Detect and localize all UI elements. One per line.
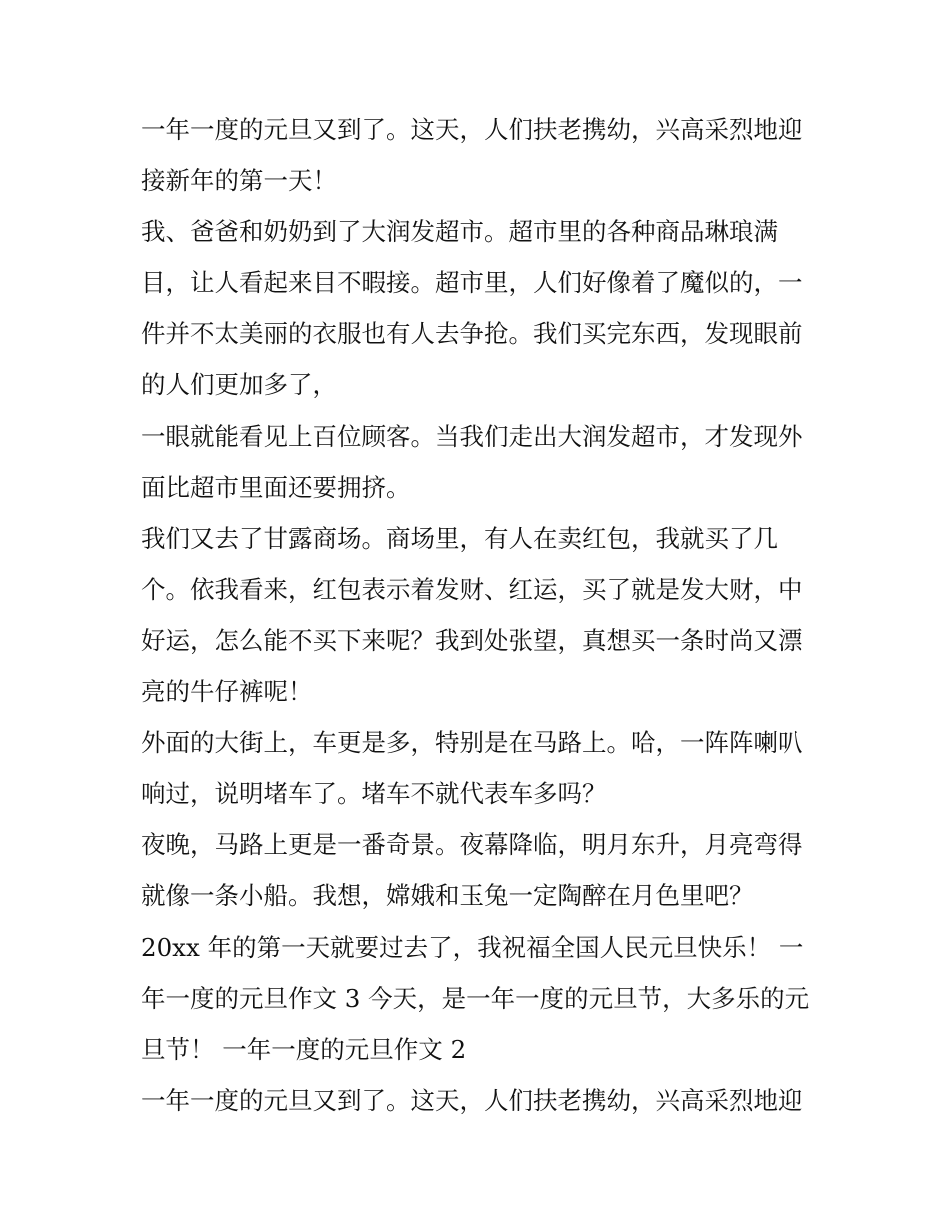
text-line-14: 响过，说明堵车了。堵车不就代表车多吗？ [141, 779, 607, 809]
text-line-9: 我们又去了甘露商场。商场里，有人在卖红包，我就买了几 [141, 523, 778, 553]
text-line-18: 年一度的元旦作文 3 今天，是一年一度的元旦节，大多乐的元 [141, 983, 810, 1013]
text-line-16: 就像一条小船。我想，嫦娥和玉兔一定陶醉在月色里吧？ [141, 881, 754, 911]
text-line-6: 的人们更加多了， [141, 370, 337, 400]
text-line-13: 外面的大街上，车更是多，特别是在马路上。哈，一阵阵喇叭 [141, 728, 803, 758]
text-line-10: 个。依我看来，红包表示着发财、红运，买了就是发大财，中 [141, 574, 803, 604]
text-line-15: 夜晚，马路上更是一番奇景。夜幕降临，明月东升，月亮弯得 [141, 830, 803, 860]
text-line-8: 面比超市里面还要拥挤。 [141, 472, 411, 502]
text-line-7: 一眼就能看见上百位顾客。当我们走出大润发超市，才发现外 [141, 421, 803, 451]
text-line-12: 亮的牛仔裤呢！ [141, 677, 313, 707]
text-line-17: 20xx 年的第一天就要过去了，我祝福全国人民元旦快乐！ 一 [141, 932, 804, 962]
essay-text [141, 104, 821, 1126]
text-line-3: 我、爸爸和奶奶到了大润发超市。超市里的各种商品琳琅满 [141, 217, 778, 247]
text-line-1: 一年一度的元旦又到了。这天，人们扶老携幼，兴高采烈地迎 [141, 115, 803, 144]
text-line-20: 一年一度的元旦又到了。这天，人们扶老携幼，兴高采烈地迎 [141, 1085, 803, 1115]
text-line-4: 目，让人看起来目不暇接。超市里，人们好像着了魔似的，一 [141, 268, 803, 298]
text-line-5: 件并不太美丽的衣服也有人去争抢。我们买完东西，发现眼前 [141, 319, 803, 349]
text-line-19: 旦节！ 一年一度的元旦作文 2 [141, 1034, 467, 1064]
text-line-2: 接新年的第一天！ [141, 166, 337, 196]
text-line-11: 好运，怎么能不买下来呢？我到处张望，真想买一条时尚又漂 [141, 625, 803, 655]
